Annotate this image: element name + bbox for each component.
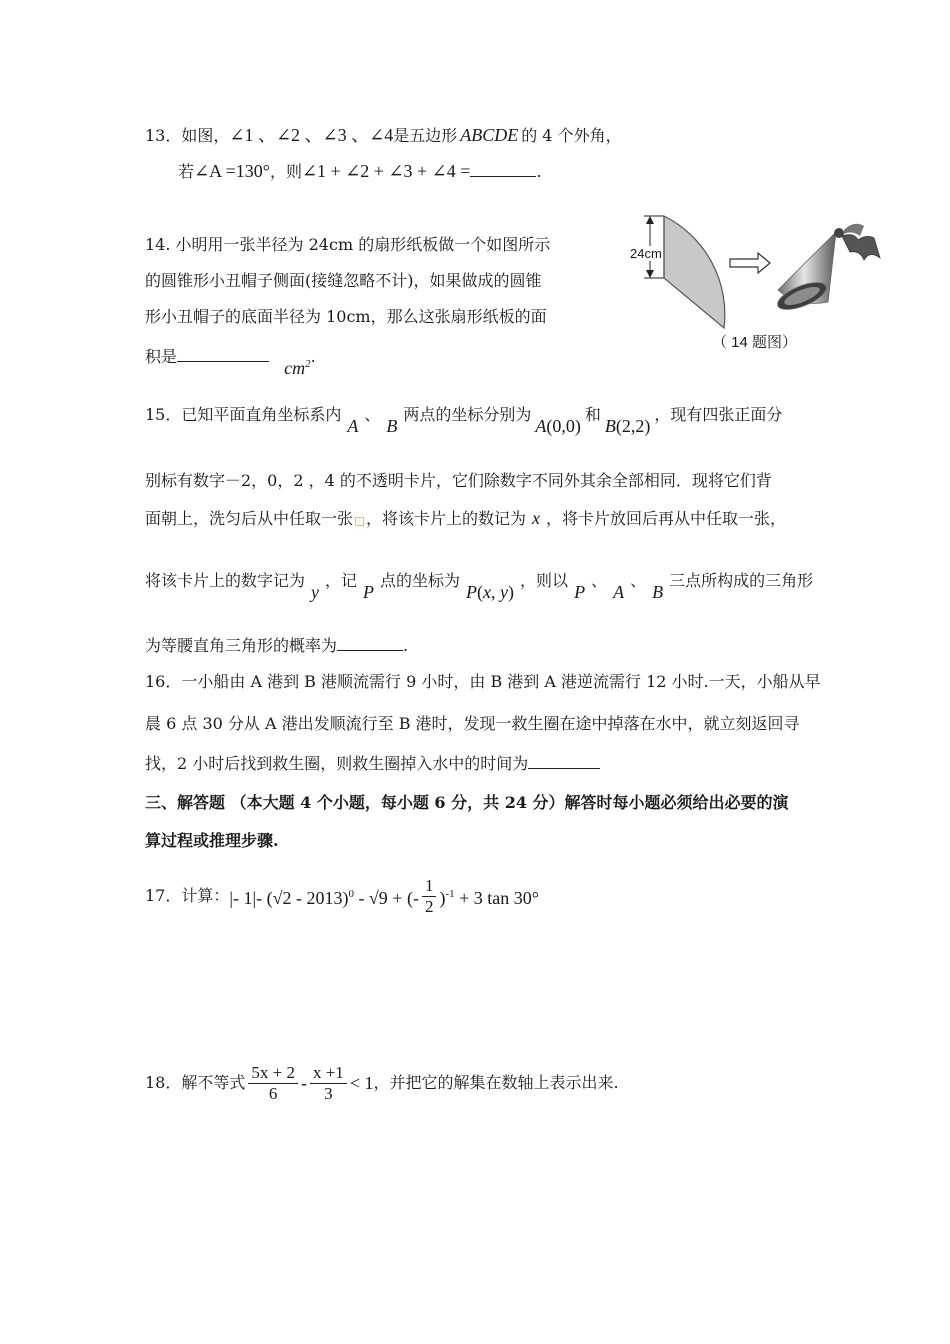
q18-fraction-1: $\frac{5x + 2}{6}$ [248, 1063, 298, 1104]
q13-condition: ∠A =130° [194, 161, 270, 181]
q18-text: ，并把它的解集在数轴上表示出来. [373, 1073, 619, 1092]
q15-coord-b: B(2,2) [604, 416, 651, 436]
q13-text: ，则 [269, 162, 302, 181]
q15-line-3 [145, 507, 786, 530]
q15-text: 点的坐标为 [380, 571, 461, 590]
q15-text: 两点的坐标分别为 [403, 405, 532, 424]
q15-point-p: P [363, 582, 375, 602]
q15-text: 15．已知平面直角坐标系内 [145, 405, 342, 424]
q15-var-x: x [532, 508, 541, 528]
q15-text: 将该卡片上的数字记为 [145, 571, 306, 590]
q17-expression-tail: )$^{-1}$ + 3 tan 30° [439, 888, 539, 908]
q18-label: 18．解不等式 [145, 1073, 246, 1092]
q15-a: A [613, 582, 625, 602]
q14-line-4 [145, 341, 316, 378]
figure-caption: （ 14 题图） [712, 334, 798, 351]
q15-point-a: A [347, 416, 359, 436]
section-3-header: 三、解答题 （本大题 4 个小题，每小题 6 分，共 24 分）解答时每小题必须给出必要的演 [145, 793, 789, 812]
q15-point-b: B [386, 416, 398, 436]
q15-text: 和 [584, 405, 601, 424]
q15-text: ，现有四张正面分 [654, 405, 783, 424]
q13-text: 13．如图， [145, 126, 230, 145]
q18-fraction-2: $\frac{x +1}{3}$ [310, 1063, 347, 1104]
q13-polygon: ABCDE [460, 125, 519, 145]
q15-text: 三点所构成的三角形 [669, 571, 814, 590]
q15-text: ，将该卡片上的数记为 [366, 509, 527, 528]
q15-text: 为等腰直角三角形的概率为 [145, 636, 338, 655]
section-3-header-cont: 算过程或推理步骤. [145, 831, 279, 850]
radius-label: 24cm [630, 246, 662, 261]
q15-coord-a: A(0,0) [535, 416, 581, 436]
q13-text: 若 [178, 162, 195, 181]
q17-expression: |- 1|- (√2 - 2013)$^0$ - √9 + (- [229, 888, 419, 908]
q13-text: 的 4 个外角， [521, 126, 622, 145]
q18-relation: < 1 [349, 1073, 374, 1093]
q17-line [145, 876, 539, 916]
q15-line-1 [145, 403, 783, 436]
q14-line-1: 14. 小明用一张半径为 24cm 的扇形纸板做一个如图所示 [145, 235, 551, 254]
anchor-mark [355, 517, 364, 526]
q15-var-y: y [311, 582, 320, 602]
q13-line-1 [145, 124, 622, 147]
q15-line-4: 将该卡片上的数字记为y，记P点的坐标为P(x, y)，则以P、A、B三点所构成的三角形 [145, 571, 814, 602]
q15-text: 面朝上，洗匀后从中任取一张 [145, 509, 354, 528]
answer-blank[interactable] [337, 634, 403, 651]
q14-unit: $cm^2$ [284, 358, 311, 378]
q14-text: . [310, 347, 316, 366]
q15-coord-p: P(x, y) [466, 582, 515, 602]
q15-sep: 、 [364, 405, 381, 424]
q15-b: B [652, 582, 664, 602]
q18-minus: - [300, 1073, 307, 1093]
answer-blank[interactable] [177, 345, 269, 362]
q16-line-2: 晨 6 点 30 分从 A 港出发顺流行至 B 港时，发现一救生圈在途中掉落在水中，就立刻返回寻 [145, 714, 800, 733]
answer-blank[interactable] [470, 160, 536, 177]
q16-text: 找，2 小时后找到救生圈，则救生圈掉入水中的时间为 [145, 754, 529, 773]
q13-expression: ∠1 + ∠2 + ∠3 + ∠4 = [301, 161, 471, 181]
q13-text: 是五边形 [393, 126, 458, 145]
q14-line-3: 形小丑帽子的底面半径为 10cm，那么这张扇形纸板的面 [145, 307, 547, 326]
q15-p: P [574, 582, 586, 602]
q16-line-1: 16．一小船由 A 港到 B 港顺流需行 9 小时，由 B 港到 A 港逆流需行 12 小时.一天，小船从早 [145, 672, 821, 691]
q17-label: 17．计算： [145, 886, 230, 905]
q15-line-2: 别标有数字－2，0，2 ，4 的不透明卡片，它们除数字不同外其余全部相同．现将它们背 [145, 471, 772, 490]
q15-text: ，则以 [520, 571, 569, 590]
q15-text: ，将卡片放回后再从中任取一张， [546, 509, 787, 528]
q14-line-2: 的圆锥形小丑帽子侧面(接缝忽略不计)，如果做成的圆锥 [145, 271, 542, 290]
q17-fraction: $\frac{1}{2}$ [422, 876, 437, 917]
q13-line-2 [178, 160, 542, 183]
q14-text: 积是 [145, 347, 178, 366]
q13-angles: ∠1 、∠2 、∠3 、∠4 [229, 125, 394, 145]
q15-line-5 [145, 634, 408, 657]
q16-line-3 [145, 752, 600, 775]
answer-blank[interactable] [528, 752, 600, 769]
q15-text: . [403, 636, 409, 655]
q18-line [145, 1058, 619, 1108]
q13-text: . [536, 162, 542, 181]
q15-text: ，记 [325, 571, 358, 590]
